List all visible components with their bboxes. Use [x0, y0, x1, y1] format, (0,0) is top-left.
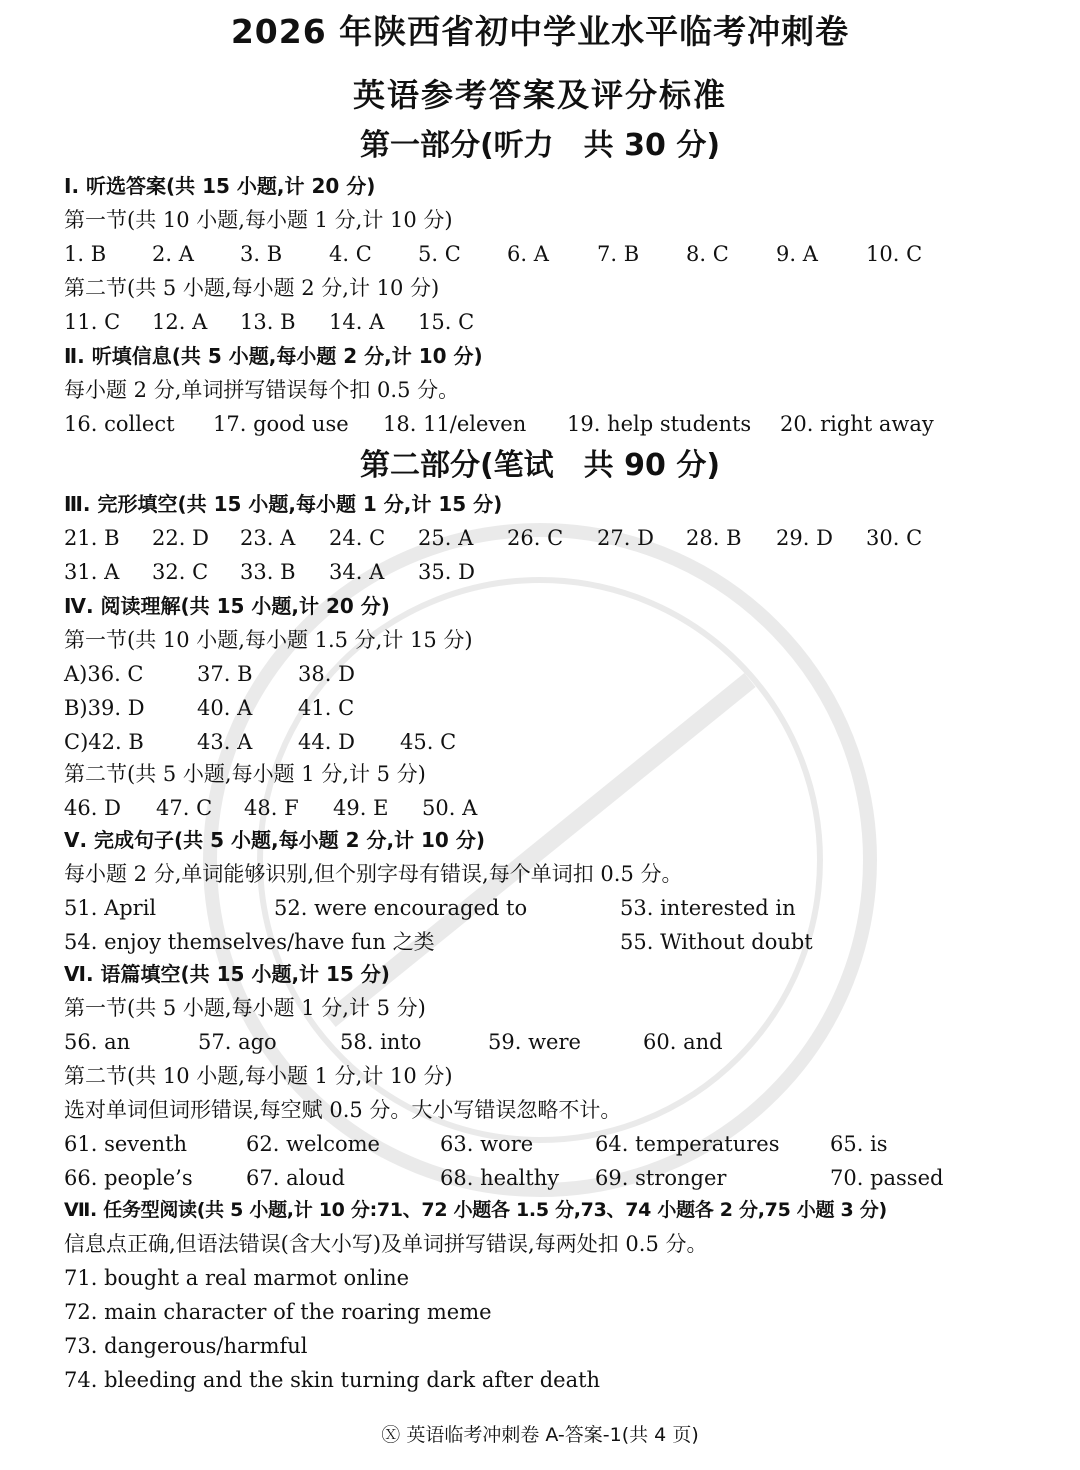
answer-item: 41. C [298, 696, 355, 720]
answer-item: 43. A [197, 730, 253, 754]
answer-item: 59. were [488, 1030, 581, 1054]
answer-item: 64. temperatures [595, 1132, 780, 1156]
answer-item: 25. A [418, 526, 474, 550]
answer-item: 68. healthy [440, 1166, 560, 1190]
answer-item: 65. is [830, 1132, 888, 1156]
answers-row-51-53 [0, 894, 1080, 924]
answer-item: 14. A [329, 310, 385, 334]
answer-item: 46. D [64, 796, 121, 820]
answer-item: 32. C [152, 560, 209, 584]
answer-item: 12. A [152, 310, 208, 334]
answer-item: 16. collect [64, 412, 175, 436]
answer-item: 34. A [329, 560, 385, 584]
answers-row-passage-c [0, 728, 1080, 758]
part2-title: 第二部分(笔试 共 90 分) [359, 448, 721, 483]
section-3-heading: Ⅲ. 完形填空(共 15 小题,每小题 1 分,计 15 分) [64, 492, 503, 516]
answer-item: 27. D [597, 526, 654, 550]
section-6-sub1: 第一节(共 5 小题,每小题 1 分,计 5 分) [64, 996, 426, 1020]
answer-74: 74. bleeding and the skin turning dark after death [64, 1368, 601, 1392]
section-4-sub1: 第一节(共 10 小题,每小题 1.5 分,计 15 分) [64, 628, 473, 652]
answer-item: 19. help students [567, 412, 752, 436]
answer-72: 72. main character of the roaring meme [64, 1300, 492, 1324]
answers-row-46-50 [0, 794, 1080, 824]
answer-item: 53. interested in [620, 896, 796, 920]
answers-row-61-65 [0, 1130, 1080, 1160]
answer-item: 31. A [64, 560, 120, 584]
section-4-sub2: 第二节(共 5 小题,每小题 1 分,计 5 分) [64, 762, 426, 786]
document-title: 英语参考答案及评分标准 [352, 76, 727, 114]
answers-row-16-20 [0, 410, 1080, 440]
answer-item: 4. C [329, 242, 372, 266]
answer-item: 40. A [197, 696, 253, 720]
answer-item: 8. C [686, 242, 729, 266]
answer-item: 49. E [333, 796, 389, 820]
section-1-sub2: 第二节(共 5 小题,每小题 2 分,计 10 分) [64, 276, 440, 300]
answers-row-passage-b [0, 694, 1080, 724]
answer-item: 48. F [244, 796, 299, 820]
answer-item: C)42. B [64, 730, 144, 754]
answer-item: 6. A [507, 242, 549, 266]
answer-73: 73. dangerous/harmful [64, 1334, 308, 1358]
section-5-heading: Ⅴ. 完成句子(共 5 小题,每小题 2 分,计 10 分) [64, 828, 485, 852]
section-2-heading: Ⅱ. 听填信息(共 5 小题,每小题 2 分,计 10 分) [64, 344, 483, 368]
answer-item: 21. B [64, 526, 120, 550]
answer-item: 45. C [400, 730, 457, 754]
section-2-note: 每小题 2 分,单词拼写错误每个扣 0.5 分。 [64, 378, 460, 402]
circled-x-mark-icon: Ⓧ [381, 1424, 401, 1446]
section-7-note: 信息点正确,但语法错误(含大小写)及单词拼写错误,每两处扣 0.5 分。 [64, 1232, 708, 1256]
answer-item: 33. B [240, 560, 296, 584]
answer-item: 69. stronger [595, 1166, 727, 1190]
answer-item: 11. C [64, 310, 121, 334]
section-1-sub1: 第一节(共 10 小题,每小题 1 分,计 10 分) [64, 208, 453, 232]
answer-item: 20. right away [780, 412, 934, 436]
answer-item: 44. D [298, 730, 355, 754]
answer-item: 35. D [418, 560, 475, 584]
answer-item: 56. an [64, 1030, 131, 1054]
answers-row-1-10 [0, 240, 1080, 270]
answer-item: B)39. D [64, 696, 145, 720]
answer-item: 52. were encouraged to [274, 896, 528, 920]
section-6-heading: Ⅵ. 语篇填空(共 15 小题,计 15 分) [64, 962, 390, 986]
answer-item: 54. enjoy themselves/have fun 之类 [64, 930, 435, 954]
answer-item: 50. A [422, 796, 478, 820]
answer-item: 26. C [507, 526, 564, 550]
section-5-note: 每小题 2 分,单词能够识别,但个别字母有错误,每个单词扣 0.5 分。 [64, 862, 683, 886]
answers-row-passage-a [0, 660, 1080, 690]
answer-item: 58. into [340, 1030, 422, 1054]
answer-item: 10. C [866, 242, 923, 266]
answers-row-31-35 [0, 558, 1080, 588]
answer-item: 61. seventh [64, 1132, 188, 1156]
answer-item: 38. D [298, 662, 355, 686]
answer-item: 66. people’s [64, 1166, 193, 1190]
answer-item: 5. C [418, 242, 461, 266]
answer-item: 29. D [776, 526, 833, 550]
answer-item: 15. C [418, 310, 475, 334]
answer-item: 7. B [597, 242, 640, 266]
answer-item: 37. B [197, 662, 253, 686]
answers-row-21-30 [0, 524, 1080, 554]
answer-item: 47. C [156, 796, 213, 820]
answer-item: 28. B [686, 526, 742, 550]
answer-item: 24. C [329, 526, 386, 550]
section-1-heading: Ⅰ. 听选答案(共 15 小题,计 20 分) [64, 174, 376, 198]
answers-row-56-60 [0, 1028, 1080, 1058]
section-6-sub2: 第二节(共 10 小题,每小题 1 分,计 10 分) [64, 1064, 453, 1088]
answer-item: 67. aloud [246, 1166, 345, 1190]
exam-title: 2026 年陕西省初中学业水平临考冲刺卷 [230, 12, 850, 51]
answer-item: 18. 11/eleven [383, 412, 527, 436]
part1-title: 第一部分(听力 共 30 分) [359, 128, 721, 163]
footer-text: 英语临考冲刺卷 A-答案-1(共 4 页) [406, 1424, 699, 1446]
answer-item: 1. B [64, 242, 107, 266]
answer-item: 70. passed [830, 1166, 944, 1190]
page-footer [0, 1420, 1080, 1447]
section-6-note: 选对单词但词形错误,每空赋 0.5 分。大小写错误忽略不计。 [64, 1098, 622, 1122]
answer-71: 71. bought a real marmot online [64, 1266, 410, 1290]
answer-item: 17. good use [213, 412, 349, 436]
answer-item: 55. Without doubt [620, 930, 813, 954]
answer-item: A)36. C [64, 662, 144, 686]
answer-item: 23. A [240, 526, 296, 550]
answer-item: 30. C [866, 526, 923, 550]
answer-item: 60. and [643, 1030, 723, 1054]
section-7-heading: Ⅶ. 任务型阅读(共 5 小题,计 10 分:71、72 小题各 1.5 分,73、74 小题各 2 分,75 小题 3 分) [64, 1199, 887, 1221]
answer-item: 9. A [776, 242, 818, 266]
section-4-heading: Ⅳ. 阅读理解(共 15 小题,计 20 分) [64, 594, 390, 618]
answer-item: 2. A [152, 242, 194, 266]
answer-item: 3. B [240, 242, 283, 266]
answers-row-54-55 [0, 928, 1080, 958]
answer-item: 13. B [240, 310, 296, 334]
answer-item: 62. welcome [246, 1132, 380, 1156]
answer-item: 51. April [64, 896, 157, 920]
answers-row-11-15 [0, 308, 1080, 338]
answer-item: 57. ago [198, 1030, 277, 1054]
answer-item: 63. wore [440, 1132, 534, 1156]
answers-row-66-70 [0, 1164, 1080, 1194]
answer-item: 22. D [152, 526, 209, 550]
